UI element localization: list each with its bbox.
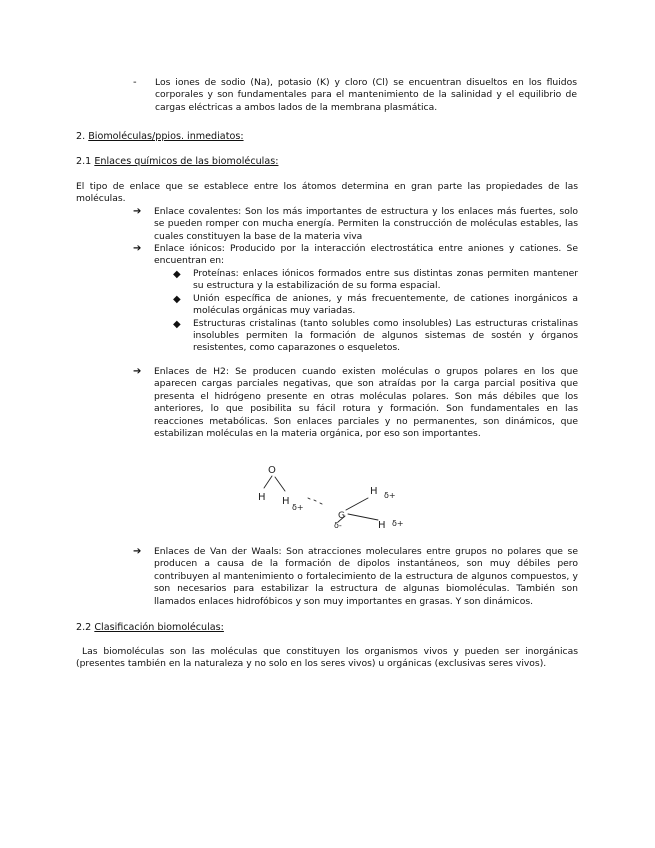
section-2-heading: [76, 131, 244, 143]
section-2-title: Biomoléculas/ppios. inmediatos:: [88, 131, 244, 142]
van-der-waals-text: Enlaces de Van der Waals: Son atracciones moleculares entre grupos no polares que se producen a causa de la formación de dipolos instantáneos, son muy débiles pero contribuyen al mantenimiento o fortalecimiento de la estructura de algunos compuestos, y son necesarios para estabilizar la estructura de algunas biomoléculas. También son llamados enlaces hidrofóbicos y son muy importantes en grasas. Y son dinámicos.: [154, 546, 578, 607]
sketch-label-delta-bottom-right: δ+: [392, 519, 404, 528]
diamond-bullet-icon: ◆: [173, 293, 181, 305]
section-2-2-text: Las biomoléculas son las moléculas que constituyen los organismos vivos y pueden ser inorgánicas (presentes también en la naturaleza y no solo en los seres vivos) u orgánicas (exclusivas seres vivos).: [76, 646, 578, 670]
ionic-sublist: [173, 268, 578, 355]
ionic-subitem-text: Proteínas: enlaces iónicos formados entre sus distintas zonas permiten mantener su estructura y la estabilización de su forma espacial.: [193, 268, 578, 292]
sketch-label-h-top-right: H: [370, 486, 378, 497]
arrow-bullet-icon: ➔: [133, 243, 142, 254]
ionic-subitem-text: Unión específica de aniones, y más frecuentemente, de cationes inorgánicos a moléculas orgánicas muy variadas.: [193, 292, 578, 317]
ionic-subitem: [173, 318, 578, 355]
diamond-bullet-icon: ◆: [173, 318, 181, 330]
ionic-bond-text: Enlace iónicos: Producido por la interacción electrostática entre aniones y cationes. Se encuentran en:: [154, 243, 578, 267]
hydrogen-bond-item: [133, 366, 578, 440]
section-2-1-number: 2.1: [76, 156, 92, 167]
arrow-bullet-icon: ➔: [133, 206, 142, 217]
section-2-1-heading: [76, 156, 278, 168]
sketch-label-g: G: [338, 511, 345, 521]
intro-bullet-item: [133, 77, 577, 114]
section-2-2-number: 2.2: [76, 622, 92, 633]
section-2-1-title: Enlaces químicos de las biomoléculas:: [94, 156, 279, 167]
sketch-label-delta-top-right: δ+: [384, 491, 396, 500]
sketch-label-h-delta: H: [282, 496, 290, 507]
hydrogen-bond-text: Enlaces de H2: Se producen cuando existen moléculas o grupos polares en los que aparecen cargas parciales negativas, que son atraídas por la carga parcial positiva que presenta el hidrógeno presente en otras moléculas polares. Son más débiles que los anteriores, lo que posibilita su fácil rotura y formación. Son fundamentales en las reacciones metabólicas. Son enlaces parciales y no permanentes, son dinámicos, que estabilizan moléculas en la materia orgánica, por eso son importantes.: [154, 366, 578, 440]
van-der-waals-item: [133, 546, 578, 608]
diamond-bullet-icon: ◆: [173, 269, 181, 280]
arrow-bullet-icon: ➔: [133, 366, 142, 377]
sketch-label-delta-minus: δ-: [334, 521, 342, 530]
sketch-label-h-bottom-right: H: [378, 520, 386, 531]
ionic-subitem: [173, 268, 578, 293]
covalent-bond-item: [133, 206, 578, 243]
ionic-subitem-text: Estructuras cristalinas (tanto solubles como insolubles) Las estructuras cristalinas insolubles permiten la formación de algunos sistemas de sostén y órganos resistentes, como caparazones o esqueletos.: [193, 317, 578, 354]
arrow-bullet-icon: ➔: [133, 546, 142, 557]
intro-bullet-text: Los iones de sodio (Na), potasio (K) y cloro (Cl) se encuentran disueltos en los fluidos corporales y son fundamentales para el mantenimiento de la salinidad y el equilibrio de cargas eléctricas a ambos lados de la membrana plasmática.: [155, 77, 577, 113]
dash-bullet: -: [133, 77, 137, 88]
ionic-subitem: [173, 293, 578, 318]
sketch-label-delta-plus: δ+: [292, 503, 304, 512]
section-2-1-intro: El tipo de enlace que se establece entre los átomos determina en gran parte las propiedades de las moléculas.: [76, 181, 578, 205]
section-2-2-heading: [76, 622, 224, 634]
hydrogen-bond-sketch: [250, 458, 420, 533]
sketch-label-o: O: [268, 465, 276, 476]
section-2-number: 2.: [76, 131, 86, 142]
ionic-bond-item: [133, 243, 578, 268]
section-2-2-title: Clasificación biomoléculas:: [94, 622, 224, 633]
sketch-label-h-left: H: [258, 492, 266, 503]
covalent-bond-text: Enlace covalentes: Son los más importantes de estructura y los enlaces más fuertes, solo se pueden romper con mucha energía. Permiten la construcción de moléculas estables, las cuales constituyen la base de la materia viva: [154, 206, 578, 242]
